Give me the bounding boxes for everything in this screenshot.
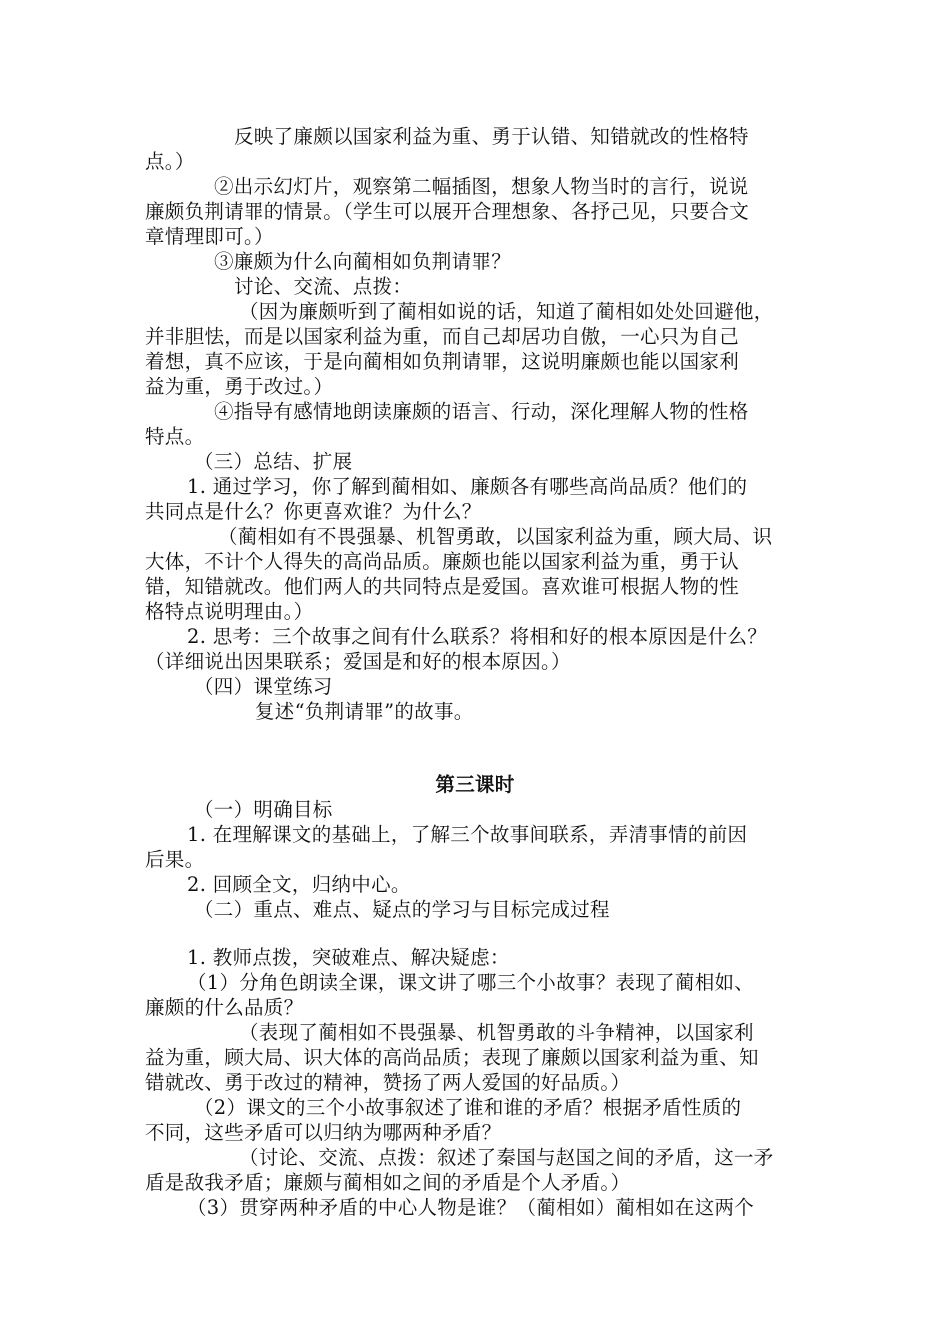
section-heading: （一）明确目标 [194,798,333,821]
text-line: 讨论、交流、点拨： [234,275,413,298]
text-line: 并非胆怯，而是以国家利益为重，而自己却居功自傲，一心只为自己 [145,325,740,348]
text-line: 复述“负荆请罪”的故事。 [255,700,474,723]
section-heading: （二）重点、难点、疑点的学习与目标完成过程 [194,898,610,921]
text-line: 着想，真不应该，于是向蔺相如负荆请罪，这说明廉颇也能以国家利 [145,350,740,373]
text-line: 益为重，勇于改过。） [145,375,334,398]
text-line: 章情理即可。） [145,225,274,248]
text-line: 格特点说明理由。） [145,600,314,623]
text-line: ②出示幻灯片，观察第二幅插图，想象人物当时的言行，说说 [214,175,749,198]
text-line: ③廉颇为什么向蔺相如负荆请罪？ [214,250,512,273]
text-line: 点。） [145,150,195,173]
lesson-title: 第三课时 [435,773,515,796]
text-line: （1）分角色朗读全课，课文讲了哪三个小故事？表现了蔺相如、 [187,971,755,994]
text-line: 特点。 [145,425,205,448]
text-line: （讨论、交流、点拨：叙述了秦国与赵国之间的矛盾，这一矛 [239,1146,774,1169]
text-line: ④指导有感情地朗读廉颇的语言、行动，深化理解人物的性格 [214,400,749,423]
text-line: 共同点是什么？你更喜欢谁？为什么？ [145,500,482,523]
text-line: 错就改、勇于改过的精神，赞扬了两人爱国的好品质。） [145,1071,631,1094]
text-line: 大体，不计个人得失的高尚品质。廉颇也能以国家利益为重，勇于认 [145,550,740,573]
text-line: 1. 在理解课文的基础上，了解三个故事间联系，弄清事情的前因 [187,823,748,846]
text-line: （2）课文的三个小故事叙述了谁和谁的矛盾？根据矛盾性质的 [194,1096,742,1119]
text-line: 益为重，顾大局、识大体的高尚品质；表现了廉颇以国家利益为重、知 [145,1046,759,1069]
text-line: 廉颇的什么品质？ [145,996,304,1019]
text-line: 1. 通过学习，你了解到蔺相如、廉颇各有哪些高尚品质？他们的 [187,475,748,498]
text-line: 反映了廉颇以国家利益为重、勇于认错、知错就改的性格特 [234,125,749,148]
text-line: （3）贯穿两种矛盾的中心人物是谁？（蔺相如）蔺相如在这两个 [187,1196,755,1219]
text-line: 后果。 [145,848,205,871]
text-line: 错，知错就改。他们两人的共同特点是爱国。喜欢谁可根据人物的性 [145,575,740,598]
section-heading: （三）总结、扩展 [194,450,353,473]
text-line: （因为廉颇听到了蔺相如说的话，知道了蔺相如处处回避他， [239,300,774,323]
text-line: 盾是敌我矛盾；廉颇与蔺相如之间的矛盾是个人矛盾。） [145,1171,631,1194]
text-line: （蔺相如有不畏强暴、机智勇敢，以国家利益为重，顾大局、识 [218,525,773,548]
text-line: 1. 教师点拨，突破难点、解决疑虑： [187,946,510,969]
text-line: 廉颇负荆请罪的情景。（学生可以展开合理想象、各抒己见，只要合文 [145,200,750,223]
text-line: 不同，这些矛盾可以归纳为哪两种矛盾？ [145,1121,502,1144]
text-line: （表现了蔺相如不畏强暴、机智勇敢的斗争精神，以国家利 [239,1021,754,1044]
text-line: 2. 回顾全文，归纳中心。 [187,873,411,896]
text-line: 2. 思考：三个故事之间有什么联系？将相和好的根本原因是什么？ [187,625,768,648]
section-heading: （四）课堂练习 [194,675,333,698]
text-line: （详细说出因果联系；爱国是和好的根本原因。） [145,650,571,673]
